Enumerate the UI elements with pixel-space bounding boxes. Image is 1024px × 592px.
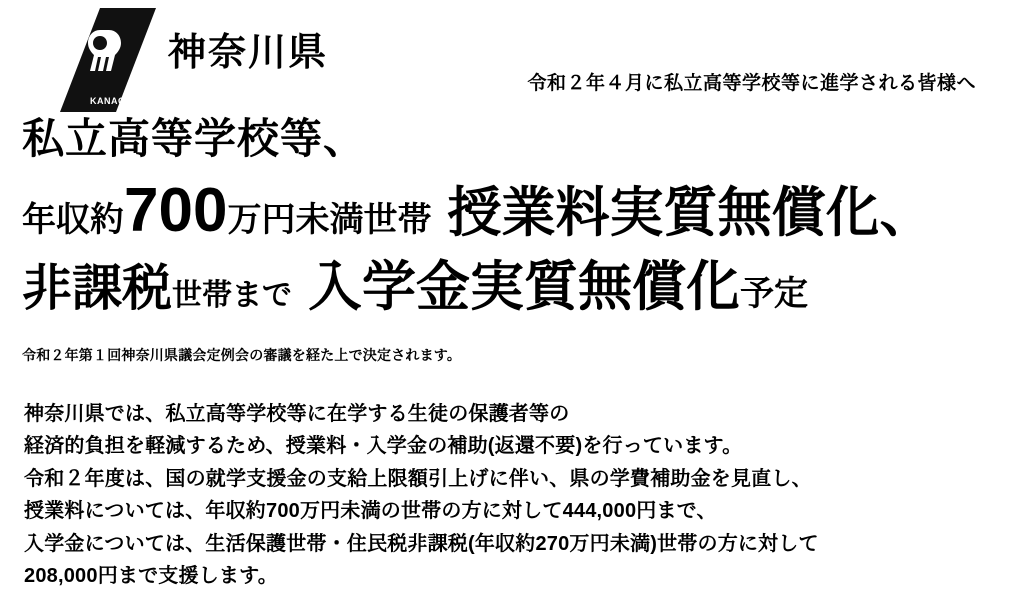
tax-exempt-suffix: 世帯まで (172, 279, 292, 312)
body-line: 入学金については、生活保護世帯・住民税非課税(年収約270万円未満)世帯の方に対して (24, 532, 819, 555)
poster-header (0, 0, 1024, 118)
body-line: 208,000円まで支援します。 (24, 564, 278, 587)
body-line: 神奈川県では、私立高等学校等に在学する生徒の保護者等の (24, 403, 570, 425)
income-amount: 700 (124, 176, 228, 245)
income-unit: 万円未満世帯 (227, 201, 432, 239)
logo-block (60, 8, 360, 112)
headline-block (22, 115, 1007, 322)
target-audience-note: 令和２年４月に私立高等学校等に進学される皆様へ (527, 73, 976, 94)
tuition-free-text: 授業料実質無償化、 (447, 183, 934, 243)
footnote: 令和２年第１回神奈川県議会定例会の審議を経た上で決定されます。 (22, 347, 462, 363)
body-paragraph (24, 398, 1004, 592)
body-line: 令和２年度は、国の就学支援金の支給上限額引上げに伴い、県の学費補助金を見直し、 (24, 467, 812, 490)
prefecture-name: 神奈川県 (168, 32, 329, 74)
planned-label: 予定 (740, 275, 808, 313)
tax-exempt-prefix: 非課税 (22, 260, 172, 316)
body-line: 経済的負担を軽減するため、授業料・入学金の補助(返還不要)を行っています。 (24, 435, 743, 458)
income-prefix: 年収約 (22, 201, 124, 239)
body-line: 授業料については、年収約700万円未満の世帯の方に対して444,000円まで、 (24, 500, 717, 523)
headline-line-1: 私立高等学校等、 (22, 115, 367, 162)
headline-line-3 (22, 257, 1007, 317)
headline-line-2 (22, 176, 1007, 245)
svg-text:KANAGAWA: KANAGAWA (90, 96, 148, 106)
admission-fee-free-text: 入学金実質無償化 (308, 257, 740, 317)
kanagawa-prefecture-logo-icon (60, 8, 156, 112)
